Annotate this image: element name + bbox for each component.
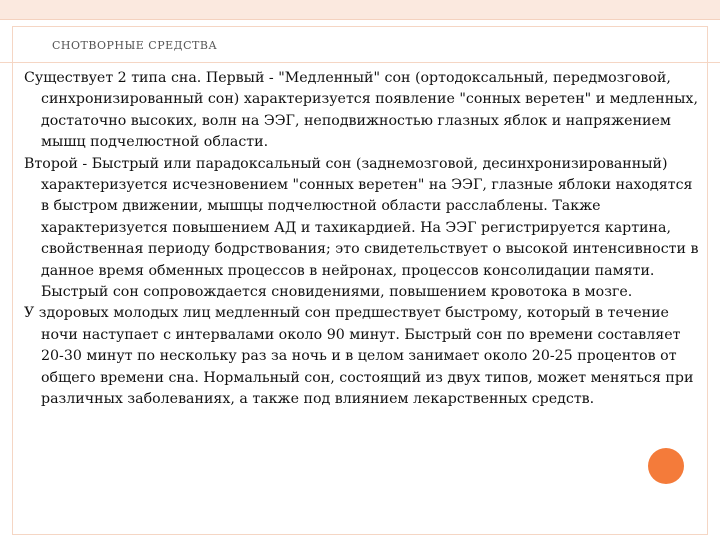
paragraph-slow-sleep: Существует 2 типа сна. Первый - "Медленный" сон (ортодоксальный, передмозговой, синхронизированный сон) характеризуется появление "сонных веретен" и медленных, достаточно высоких, волн на ЭЭГ, неподвижностью глазных яблок и напряжением мышц подчелюстной области.	[24, 70, 698, 151]
slide-title: СНОТВОРНЫЕ СРЕДСТВА	[52, 39, 218, 52]
title-divider	[0, 62, 720, 63]
slide-body	[24, 68, 700, 411]
top-decor-band	[0, 0, 720, 20]
decorative-circle	[648, 448, 684, 484]
paragraph-rem-sleep: Второй - Быстрый или парадоксальный сон (заднемозговой, десинхронизированный) характеризуется исчезновением "сонных веретен" на ЭЭГ, глазные яблоки находятся в быстром движении, мышцы подчелюстной области расслаблены. Также характеризуется повышением АД и тахикардией. На ЭЭГ регистрируется картина, свойственная периоду бодрствования; это свидетельствует о высокой интенсивности в данное время обменных процессов в нейронах, процессов консолидации памяти. Быстрый сон сопровождается сновидениями, повышением кровотока в мозге.	[24, 155, 699, 301]
paragraph-sleep-cycle: У здоровых молодых лиц медленный сон предшествует быстрому, который в течение ночи наступает с интервалами около 90 минут. Быстрый сон по времени составляет 20-30 минут по нескольку раз за ночь и в целом занимает около 20-25 процентов от общего времени сна. Нормальный сон, состоящий из двух типов, может меняться при различных заболеваниях, а также под влиянием лекарственных средств.	[24, 305, 694, 408]
